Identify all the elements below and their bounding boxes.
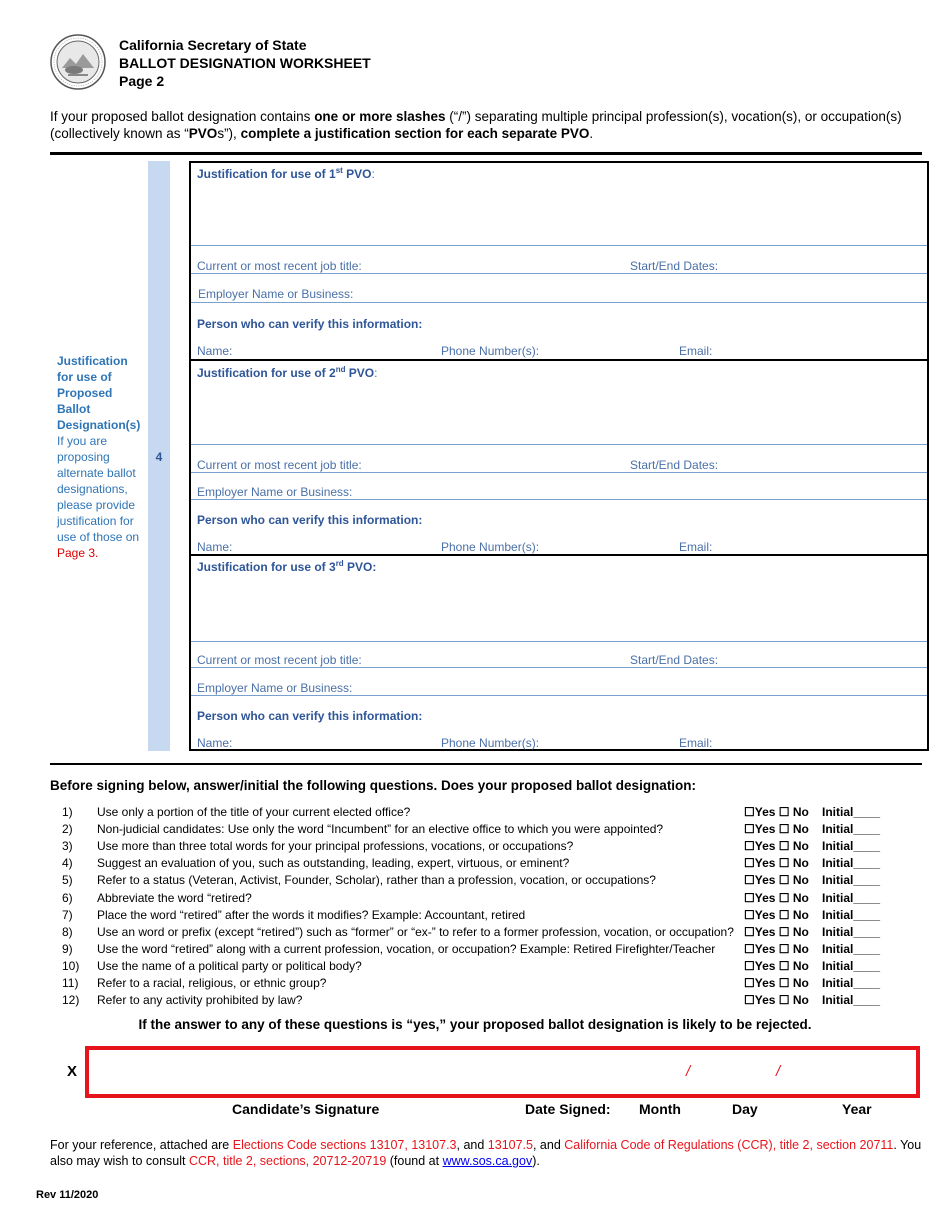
question-row xyxy=(62,908,882,925)
question-number: 1) xyxy=(62,805,73,819)
question-text: Use the word “retired” along with a current profession, vocation, or occupation? Example: Retired Firefighter/Teacher xyxy=(97,941,716,956)
yes-no-checkboxes[interactable]: ☐Yes ☐ No xyxy=(744,976,809,990)
section-4-text: If you are proposing alternate ballot designations, please provide justification for use of those on xyxy=(57,434,140,544)
pvo-2-justification-field[interactable] xyxy=(191,366,927,444)
question-number: 4) xyxy=(62,856,73,871)
yes-no-checkboxes[interactable]: ☐Yes ☐ No xyxy=(744,890,809,905)
elections-code-link[interactable]: Elections Code sections 13107, 13107.3 xyxy=(232,1138,457,1152)
signature-x-mark: X xyxy=(67,1063,78,1080)
question-number: 6) xyxy=(62,890,73,905)
initial-field[interactable]: Initial____ xyxy=(822,839,881,854)
field-line xyxy=(191,444,927,445)
initial-field[interactable]: Initial____ xyxy=(822,856,881,871)
elections-code-13107-5-link[interactable]: 13107.5 xyxy=(487,1138,533,1152)
phone-label: Phone Number(s): xyxy=(441,344,540,358)
yes-no-checkboxes[interactable]: ☐Yes ☐ No xyxy=(744,924,809,939)
phone-label: Phone Number(s): xyxy=(441,540,540,554)
document-header xyxy=(119,36,371,90)
date-slash: / xyxy=(776,1063,781,1080)
question-number: 3) xyxy=(62,839,73,854)
dates-label: Start/End Dates: xyxy=(630,653,719,667)
email-label: Email: xyxy=(679,736,713,750)
name-label: Name: xyxy=(197,736,233,750)
footer-text: (found at xyxy=(386,1154,443,1168)
section-4-description xyxy=(57,353,142,561)
intro-paragraph xyxy=(50,108,930,142)
name-label: Name: xyxy=(197,344,233,358)
rejection-warning: If the answer to any of these questions is “yes,” your proposed ballot designation is likely to be rejected. xyxy=(138,1017,812,1032)
field-line xyxy=(191,667,927,668)
question-text: Use more than three total words for your principal professions, vocations, or occupations? xyxy=(97,839,574,854)
document-title: BALLOT DESIGNATION WORKSHEET xyxy=(119,55,371,71)
initial-field[interactable]: Initial____ xyxy=(822,941,881,956)
question-row xyxy=(62,993,882,1010)
footer-text: ). xyxy=(532,1154,540,1168)
initial-field[interactable]: Initial____ xyxy=(822,958,881,973)
section-separator xyxy=(189,359,929,361)
phone-label: Phone Number(s): xyxy=(441,736,540,750)
section-number: 4 xyxy=(155,450,163,464)
initial-field[interactable]: Initial____ xyxy=(822,873,881,888)
intro-bold: PVO xyxy=(188,126,218,141)
initial-field[interactable]: Initial____ xyxy=(822,805,881,819)
question-text: Refer to a status (Veteran, Activist, Founder, Scholar), rather than a profession, vocation, or occupations? xyxy=(97,873,656,888)
sos-website-link[interactable]: www.sos.ca.gov xyxy=(442,1154,533,1168)
initial-field[interactable]: Initial____ xyxy=(822,993,881,1008)
question-row xyxy=(62,839,882,856)
yes-no-checkboxes[interactable]: ☐Yes ☐ No xyxy=(744,873,809,888)
job-title-label: Current or most recent job title: xyxy=(197,653,362,667)
question-text: Place the word “retired” after the words it modifies? Example: Accountant, retired xyxy=(97,907,526,922)
question-row xyxy=(62,805,882,822)
question-row xyxy=(62,976,882,993)
pvo-2-title: Justification for use of 2nd PVO: xyxy=(197,365,378,380)
pvo-3-title: Justification for use of 3rd PVO: xyxy=(197,559,377,574)
section-4-heading: Justification for use of Proposed Ballot Designation(s) xyxy=(57,354,141,432)
question-number: 2) xyxy=(62,822,73,837)
revision-date: Rev 11/2020 xyxy=(36,1189,99,1201)
day-label: Day xyxy=(732,1101,758,1117)
divider xyxy=(50,763,922,765)
verify-label: Person who can verify this information: xyxy=(197,513,423,527)
question-text: Suggest an evaluation of you, such as outstanding, leading, expert, virtuous, or eminent? xyxy=(97,856,570,871)
ccr-20711-link[interactable]: California Code of Regulations (CCR), title 2, section 20711 xyxy=(564,1138,894,1152)
ccr-20712-link[interactable]: CCR, title 2, sections, 20712-20719 xyxy=(188,1154,387,1168)
question-row xyxy=(62,959,882,976)
initial-field[interactable]: Initial____ xyxy=(822,924,881,939)
year-label: Year xyxy=(842,1101,872,1117)
question-number: 12) xyxy=(62,993,80,1008)
intro-text: If your proposed ballot designation contains xyxy=(50,109,315,124)
question-text: Use only a portion of the title of your current elected office? xyxy=(97,805,411,819)
pvo-1-title: Justification for use of 1st PVO: xyxy=(197,166,375,181)
job-title-label: Current or most recent job title: xyxy=(197,458,362,472)
field-line xyxy=(191,472,927,473)
divider xyxy=(50,152,922,155)
field-line xyxy=(191,499,927,500)
yes-no-checkboxes[interactable]: ☐Yes ☐ No xyxy=(744,941,809,956)
email-label: Email: xyxy=(679,344,713,358)
dates-label: Start/End Dates: xyxy=(630,259,719,273)
email-label: Email: xyxy=(679,540,713,554)
intro-text: . xyxy=(589,126,594,141)
employer-label: Employer Name or Business: xyxy=(197,485,353,499)
yes-no-checkboxes[interactable]: ☐Yes ☐ No xyxy=(744,839,809,854)
question-text: Abbreviate the word “retired? xyxy=(97,890,252,905)
yes-no-checkboxes[interactable]: ☐Yes ☐ No xyxy=(744,907,809,922)
job-title-label: Current or most recent job title: xyxy=(197,259,362,273)
verify-label: Person who can verify this information: xyxy=(197,709,423,723)
question-number: 9) xyxy=(62,941,73,956)
footer-text: , and xyxy=(532,1138,565,1152)
signature-box[interactable] xyxy=(85,1046,920,1098)
question-text: Use an word or prefix (except “retired”) such as “former” or “ex-” to refer to a former profession, vocation, or occupation? xyxy=(97,924,734,939)
intro-bold: one or more slashes xyxy=(314,109,446,124)
question-row xyxy=(62,873,882,890)
pvo-3-justification-field[interactable] xyxy=(191,561,927,641)
yes-no-checkboxes[interactable]: ☐Yes ☐ No xyxy=(744,856,809,871)
question-row xyxy=(62,925,882,942)
date-slash: / xyxy=(686,1063,691,1080)
section-separator xyxy=(189,554,929,556)
question-number: 8) xyxy=(62,924,73,939)
intro-text: s”), xyxy=(217,126,241,141)
footer-text: . You also may wish to consult xyxy=(50,1138,922,1168)
question-text: Non-judicial candidates: Use only the word “Incumbent” for an elective office to which you were appointed? xyxy=(97,822,664,837)
footer-text: , and xyxy=(456,1138,488,1152)
question-text: Refer to a racial, religious, or ethnic group? xyxy=(97,976,327,990)
question-row xyxy=(62,942,882,959)
pvo-1-justification-field[interactable] xyxy=(191,167,927,245)
question-text: Refer to any activity prohibited by law? xyxy=(97,993,303,1008)
questions-heading: Before signing below, answer/initial the following questions. Does your proposed ballot designation: xyxy=(50,778,697,793)
yes-no-checkboxes[interactable]: ☐Yes ☐ No xyxy=(744,993,809,1008)
field-line xyxy=(191,302,927,303)
question-number: 11) xyxy=(62,976,79,990)
name-label: Name: xyxy=(197,540,233,554)
initial-field[interactable]: Initial____ xyxy=(822,890,881,905)
question-row xyxy=(62,822,882,839)
question-number: 10) xyxy=(62,958,80,973)
dates-label: Start/End Dates: xyxy=(630,458,719,472)
employer-label: Employer Name or Business: xyxy=(198,287,354,301)
question-text: Use the name of a political party or political body? xyxy=(97,958,362,973)
intro-bold: complete a justification section for each separate PVO xyxy=(240,126,590,141)
employer-label: Employer Name or Business: xyxy=(197,681,353,695)
reference-paragraph xyxy=(50,1137,930,1169)
yes-no-checkboxes[interactable]: ☐Yes ☐ No xyxy=(744,822,809,837)
page-number: Page 2 xyxy=(119,73,165,89)
verify-label: Person who can verify this information: xyxy=(197,317,423,331)
field-line xyxy=(191,695,927,696)
question-number: 5) xyxy=(62,873,73,888)
page-3-link[interactable]: Page 3. xyxy=(57,546,99,560)
field-line xyxy=(191,273,927,274)
yes-no-checkboxes[interactable]: ☐Yes ☐ No xyxy=(744,958,809,973)
initial-field[interactable]: Initial____ xyxy=(822,976,881,990)
field-line xyxy=(191,641,927,642)
org-name: California Secretary of State xyxy=(119,37,307,53)
state-seal-icon xyxy=(50,34,106,90)
field-line xyxy=(191,245,927,246)
question-row xyxy=(62,891,882,908)
month-label: Month xyxy=(639,1101,681,1117)
intro-text: (“/”) separating multiple principal profession(s), vocation(s), or occupation(s) (collectively known as “ xyxy=(50,109,902,141)
footer-text: For your reference, attached are xyxy=(50,1138,233,1152)
initial-field[interactable]: Initial____ xyxy=(822,822,881,837)
candidate-signature-label: Candidate’s Signature xyxy=(232,1101,380,1117)
yes-no-checkboxes[interactable]: ☐Yes ☐ No xyxy=(744,805,809,819)
date-signed-label: Date Signed: xyxy=(525,1101,611,1117)
question-row xyxy=(62,856,882,873)
question-number: 7) xyxy=(62,907,73,922)
initial-field[interactable]: Initial____ xyxy=(822,907,881,922)
